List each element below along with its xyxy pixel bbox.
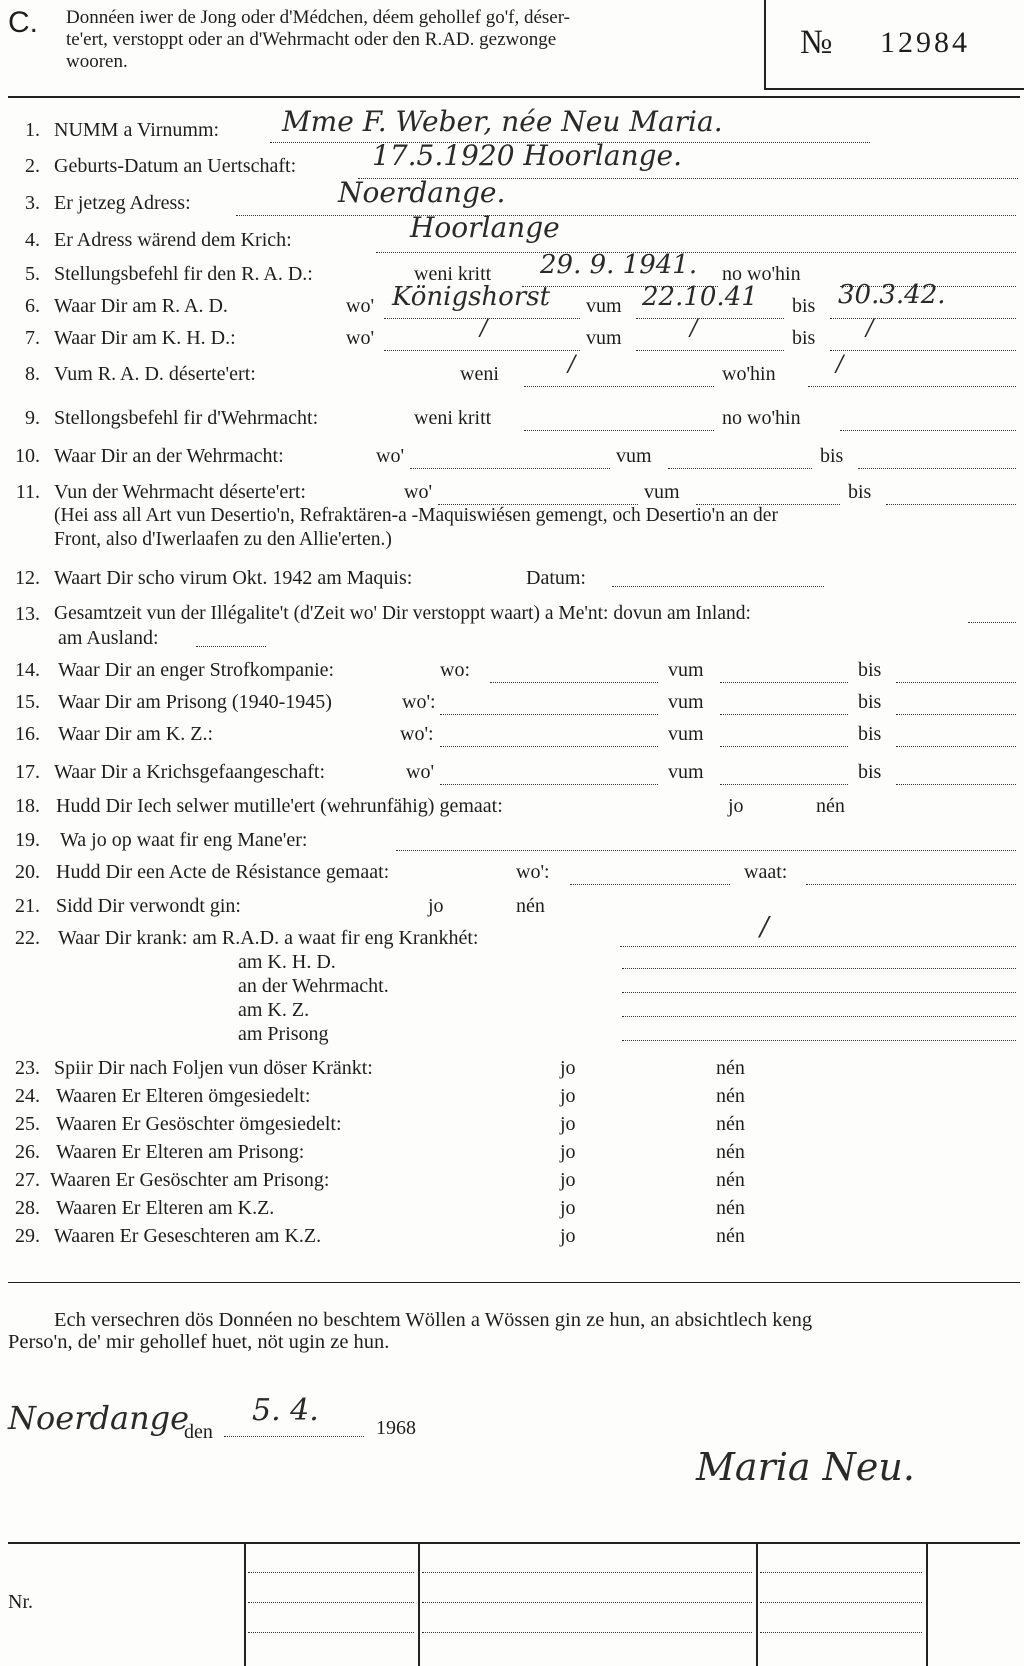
- footer-col-1: [244, 1544, 246, 1666]
- footer-col-2: [418, 1544, 420, 1666]
- nen-option: nén: [516, 895, 545, 917]
- dotted-line: [622, 1016, 1016, 1017]
- dotted-line: [224, 1436, 364, 1437]
- dotted-line: [236, 215, 1016, 216]
- dotted-line: [720, 746, 848, 747]
- footer-col-4: [926, 1544, 928, 1666]
- row-label: Waar Dir a Krichsgefaangeschaft:: [54, 761, 326, 783]
- row-label: Stellungsbefehl fir den R. A. D.:: [54, 263, 313, 285]
- row-label: Waaren Er Elteren am Prisong:: [56, 1141, 305, 1163]
- footer-col-3: [756, 1544, 758, 1666]
- dotted-line: [806, 884, 1016, 885]
- date-handwritten: 5. 4.: [252, 1393, 319, 1428]
- form-row-10: [0, 446, 1024, 470]
- den-label: den: [184, 1421, 213, 1443]
- form-row-22: [0, 912, 1024, 952]
- dotted-line: [968, 622, 1016, 623]
- wo-label: wo:: [440, 659, 470, 681]
- row-label: Waart Dir scho virum Okt. 1942 am Maquis:: [54, 567, 413, 589]
- dotted-line: [410, 468, 610, 469]
- declaration-line-1: Ech versechren dös Donnéen no beschtem Wöllen a Wössen gin ze hun, an absichtlech keng: [54, 1309, 813, 1331]
- form-row-16: [0, 724, 1024, 748]
- wo-label: wo':: [400, 723, 434, 745]
- dotted-line: [620, 946, 1016, 947]
- jo-option: jo: [728, 795, 744, 817]
- row-number: 10.: [15, 445, 40, 467]
- row-number: 29.: [15, 1225, 40, 1247]
- vum-label: vum: [668, 691, 704, 713]
- row-label: Waar Dir am K. H. D.:: [54, 327, 236, 349]
- footer-rule: [8, 1542, 1020, 1544]
- form-row-23: [0, 1058, 1024, 1082]
- row-number: 26.: [15, 1141, 40, 1163]
- dotted-line: [396, 850, 1016, 851]
- row-13-ausland: am Ausland:: [58, 627, 159, 649]
- illness-prisong: am Prisong: [238, 1023, 329, 1045]
- wo-label: wo': [404, 481, 433, 503]
- vum-label: vum: [586, 295, 622, 317]
- row-number: 14.: [15, 659, 40, 681]
- wohin-handwritten: /: [836, 352, 844, 377]
- illness-wehrmacht: an der Wehrmacht.: [238, 975, 389, 997]
- row-label: Er Adress wärend dem Krich:: [54, 229, 292, 251]
- footer-dotted: [422, 1602, 752, 1603]
- row-label: Waar Dir am R. A. D.: [54, 295, 228, 317]
- wo-label: wo': [406, 761, 435, 783]
- row-label: Geburts-Datum an Uertschaft:: [54, 155, 297, 177]
- bis-label: bis: [858, 659, 882, 681]
- row-number: 5.: [25, 263, 40, 285]
- nen-option: nén: [816, 795, 845, 817]
- dotted-line: [886, 504, 1016, 505]
- vum-label: vum: [586, 327, 622, 349]
- row-label: Vun der Wehrmacht déserte'ert:: [54, 481, 306, 503]
- name-handwritten: Mme F. Weber, née Neu Maria.: [282, 105, 723, 138]
- row-number: 13.: [15, 603, 40, 625]
- row-label: Wa jo op waat fir eng Mane'er:: [60, 829, 308, 851]
- dotted-line: [524, 430, 714, 431]
- weni-label: weni: [460, 363, 499, 385]
- nen-option: nén: [716, 1057, 745, 1079]
- dotted-line: [612, 586, 824, 587]
- footer-dotted: [760, 1632, 922, 1633]
- row-label: Waaren Er Geseschteren am K.Z.: [54, 1225, 322, 1247]
- bis-label: bis: [858, 761, 882, 783]
- wo-label: wo':: [516, 861, 550, 883]
- row-number: 19.: [15, 829, 40, 851]
- declaration-line-2: Perso'n, de' mir gehollef huet, nöt ugin ze hun.: [8, 1331, 390, 1353]
- year-label: 1968: [376, 1417, 416, 1439]
- row-label: Waar Dir am K. Z.:: [58, 723, 213, 745]
- bis-label: bis: [858, 691, 882, 713]
- bis-label: bis: [858, 723, 882, 745]
- row-11-note-1: (Hei ass all Art vun Desertio'n, Refraktären-a -Maquiswiésen gemengt, och Desertio'n an der: [54, 505, 778, 526]
- row-number: 28.: [15, 1197, 40, 1219]
- intro-line-1: Donnéen iwer de Jong oder d'Médchen, déem gehollef go'f, déser-: [66, 7, 570, 28]
- row-number: 25.: [15, 1113, 40, 1135]
- row-number: 3.: [25, 192, 40, 214]
- row-label: Gesamtzeit vun der Illégalite't (d'Zeit wo' Dir verstoppt waart) a Me'nt: dovun am Inland:: [54, 603, 751, 624]
- form-row-4: [0, 211, 1024, 254]
- dotted-line: [384, 350, 580, 351]
- form-row-27: [0, 1170, 1024, 1194]
- footer-dotted: [248, 1632, 414, 1633]
- dotted-line: [440, 746, 658, 747]
- section-letter: C.: [8, 6, 38, 39]
- row-label: Vum R. A. D. déserte'ert:: [54, 363, 256, 385]
- form-row-21: [0, 896, 1024, 920]
- weni-label: weni kritt: [414, 407, 492, 429]
- dotted-line: [896, 784, 1016, 785]
- row-number: 1.: [25, 119, 40, 141]
- row-11-note-2: Front, also d'Iwerlaafen zu den Allie'erten.): [54, 529, 392, 550]
- row-number: 9.: [25, 407, 40, 429]
- form-row-9: [0, 408, 1024, 432]
- wo-handwritten: Königshorst: [392, 282, 551, 312]
- nen-option: nén: [716, 1225, 745, 1247]
- jo-option: jo: [560, 1169, 576, 1191]
- wo-label: wo': [346, 295, 375, 317]
- row-label: Hudd Dir een Acte de Résistance gemaat:: [56, 861, 390, 883]
- jo-option: jo: [560, 1141, 576, 1163]
- dotted-line: [622, 1040, 1016, 1041]
- footer-dotted: [248, 1602, 414, 1603]
- no-wohin-label: no wo'hin: [722, 263, 801, 285]
- vum-label: vum: [668, 723, 704, 745]
- dotted-line: [570, 884, 730, 885]
- row-label: Sidd Dir verwondt gin:: [56, 895, 241, 917]
- footer-dotted: [248, 1572, 414, 1573]
- form-row-12: [0, 568, 1024, 592]
- row-number: 15.: [15, 691, 40, 713]
- address-handwritten: Noerdange.: [338, 176, 506, 209]
- vum-handwritten: /: [690, 316, 698, 341]
- jo-option: jo: [560, 1113, 576, 1135]
- row-number: 7.: [25, 327, 40, 349]
- form-row-8: [0, 352, 1024, 388]
- wohin-label: wo'hin: [722, 363, 776, 385]
- row-number: 20.: [15, 861, 40, 883]
- jo-option: jo: [428, 895, 444, 917]
- dotted-line: [830, 318, 1016, 319]
- waat-label: waat:: [744, 861, 788, 883]
- illness-khd: am K. H. D.: [238, 951, 336, 973]
- wo-label: wo': [346, 327, 375, 349]
- row-label: NUMM a Virnumm:: [54, 119, 220, 141]
- dotted-line: [840, 430, 1016, 431]
- row-number: 12.: [15, 567, 40, 589]
- birth-handwritten: 17.5.1920 Hoorlange.: [372, 139, 682, 172]
- illness-handwritten: /: [760, 912, 769, 942]
- dotted-line: [490, 682, 658, 683]
- dotted-line: [830, 350, 1016, 351]
- row-number: 6.: [25, 295, 40, 317]
- row-label: Waar Dir krank: am R.A.D. a waat fir eng Krankhét:: [58, 927, 479, 949]
- row-number: 22.: [15, 927, 40, 949]
- datum-label: Datum:: [526, 567, 586, 589]
- dotted-line: [808, 386, 1016, 387]
- header-rule: [764, 88, 1024, 90]
- row-label: Waar Dir am Prisong (1940-1945): [58, 691, 332, 713]
- dotted-line: [440, 714, 658, 715]
- intro-line-2: te'ert, verstoppt oder an d'Wehrmacht oder den R.AD. gezwonge: [66, 29, 557, 50]
- jo-option: jo: [560, 1085, 576, 1107]
- nen-option: nén: [716, 1085, 745, 1107]
- vum-label: vum: [616, 445, 652, 467]
- row-label: Waaren Er Gesöschter ömgesiedelt:: [56, 1113, 342, 1135]
- war-address-handwritten: Hoorlange: [410, 211, 560, 244]
- dotted-line: [622, 992, 1016, 993]
- bis-handwritten: /: [866, 316, 874, 341]
- row-label: Waaren Er Gesöschter am Prisong:: [50, 1169, 330, 1191]
- footer-dotted: [760, 1602, 922, 1603]
- row-number: 8.: [25, 363, 40, 385]
- nen-option: nén: [716, 1169, 745, 1191]
- header-divider: [764, 0, 766, 88]
- row-number: 11.: [15, 481, 40, 503]
- form-row-11: [0, 482, 1024, 506]
- dotted-line: [720, 682, 848, 683]
- dotted-line: [896, 714, 1016, 715]
- form-row-28: [0, 1198, 1024, 1222]
- form-row-15: [0, 692, 1024, 716]
- row-number: 18.: [15, 795, 40, 817]
- row-number: 16.: [15, 723, 40, 745]
- form-row-7: [0, 316, 1024, 352]
- form-row-17: [0, 762, 1024, 786]
- footer-dotted: [422, 1572, 752, 1573]
- weni-label: weni kritt: [414, 263, 492, 285]
- dotted-line: [622, 968, 1016, 969]
- dotted-line: [896, 746, 1016, 747]
- row-number: 24.: [15, 1085, 40, 1107]
- intro-line-3: wooren.: [66, 51, 128, 72]
- row-number: 23.: [15, 1057, 40, 1079]
- wo-handwritten: /: [480, 316, 488, 341]
- signature-handwritten: Maria Neu.: [696, 1445, 915, 1489]
- dotted-line: [896, 682, 1016, 683]
- place-handwritten: Noerdange: [8, 1399, 190, 1437]
- vum-label: vum: [644, 481, 680, 503]
- row-number: 21.: [15, 895, 40, 917]
- row-label: Waaren Er Elteren ömgesiedelt:: [56, 1085, 311, 1107]
- form-row-14: [0, 660, 1024, 684]
- wo-label: wo':: [402, 691, 436, 713]
- bis-label: bis: [848, 481, 872, 503]
- row-label: Waar Dir an der Wehrmacht:: [54, 445, 284, 467]
- row-number: 4.: [25, 229, 40, 251]
- row-number: 27.: [15, 1169, 40, 1191]
- dotted-line: [636, 318, 784, 319]
- weni-handwritten: /: [568, 352, 576, 377]
- footer-dotted: [422, 1632, 752, 1633]
- row-number: 2.: [25, 155, 40, 177]
- form-row-25: [0, 1114, 1024, 1138]
- vum-label: vum: [668, 761, 704, 783]
- form-row-29: [0, 1226, 1024, 1250]
- nr-label: Nr.: [8, 1591, 33, 1613]
- form-number: 12984: [880, 26, 970, 59]
- top-rule: [8, 96, 1020, 98]
- vum-handwritten: 22.10.41: [642, 282, 758, 312]
- row-label: Stellongsbefehl fir d'Wehrmacht:: [54, 407, 319, 429]
- row-label: Spiir Dir nach Foljen vun döser Kränkt:: [54, 1057, 373, 1079]
- number-sign: №: [800, 24, 833, 61]
- form-row-18: [0, 796, 1024, 820]
- form-row-20: [0, 862, 1024, 886]
- form-row-24: [0, 1086, 1024, 1110]
- form-row-13: [0, 604, 1024, 628]
- bis-label: bis: [792, 327, 816, 349]
- wo-label: wo': [376, 445, 405, 467]
- bis-label: bis: [820, 445, 844, 467]
- bis-label: bis: [792, 295, 816, 317]
- nen-option: nén: [716, 1113, 745, 1135]
- jo-option: jo: [560, 1197, 576, 1219]
- dotted-line: [720, 714, 848, 715]
- no-wohin-label: no wo'hin: [722, 407, 801, 429]
- dotted-line: [858, 468, 1016, 469]
- row-number: 17.: [15, 761, 40, 783]
- dotted-line: [524, 386, 714, 387]
- nen-option: nén: [716, 1141, 745, 1163]
- nen-option: nén: [716, 1197, 745, 1219]
- row-label: Waar Dir an enger Strofkompanie:: [58, 659, 335, 681]
- jo-option: jo: [560, 1225, 576, 1247]
- vum-label: vum: [668, 659, 704, 681]
- footer-dotted: [760, 1572, 922, 1573]
- dotted-line: [720, 784, 848, 785]
- weni-handwritten: 29. 9. 1941.: [540, 250, 698, 280]
- dotted-line: [196, 646, 266, 647]
- dotted-line: [636, 350, 784, 351]
- form-row-2: [0, 139, 1024, 180]
- dotted-line: [668, 468, 812, 469]
- declaration-rule: [8, 1282, 1020, 1283]
- row-label: Waaren Er Elteren am K.Z.: [56, 1197, 275, 1219]
- form-row-26: [0, 1142, 1024, 1166]
- dotted-line: [440, 784, 658, 785]
- row-label: Er jetzeg Adress:: [54, 192, 191, 214]
- row-label: Hudd Dir Iech selwer mutille'ert (wehrunfähig) gemaat:: [56, 795, 503, 817]
- illness-kz: am K. Z.: [238, 999, 310, 1021]
- jo-option: jo: [560, 1057, 576, 1079]
- bis-handwritten: 30.3.42.: [838, 280, 946, 310]
